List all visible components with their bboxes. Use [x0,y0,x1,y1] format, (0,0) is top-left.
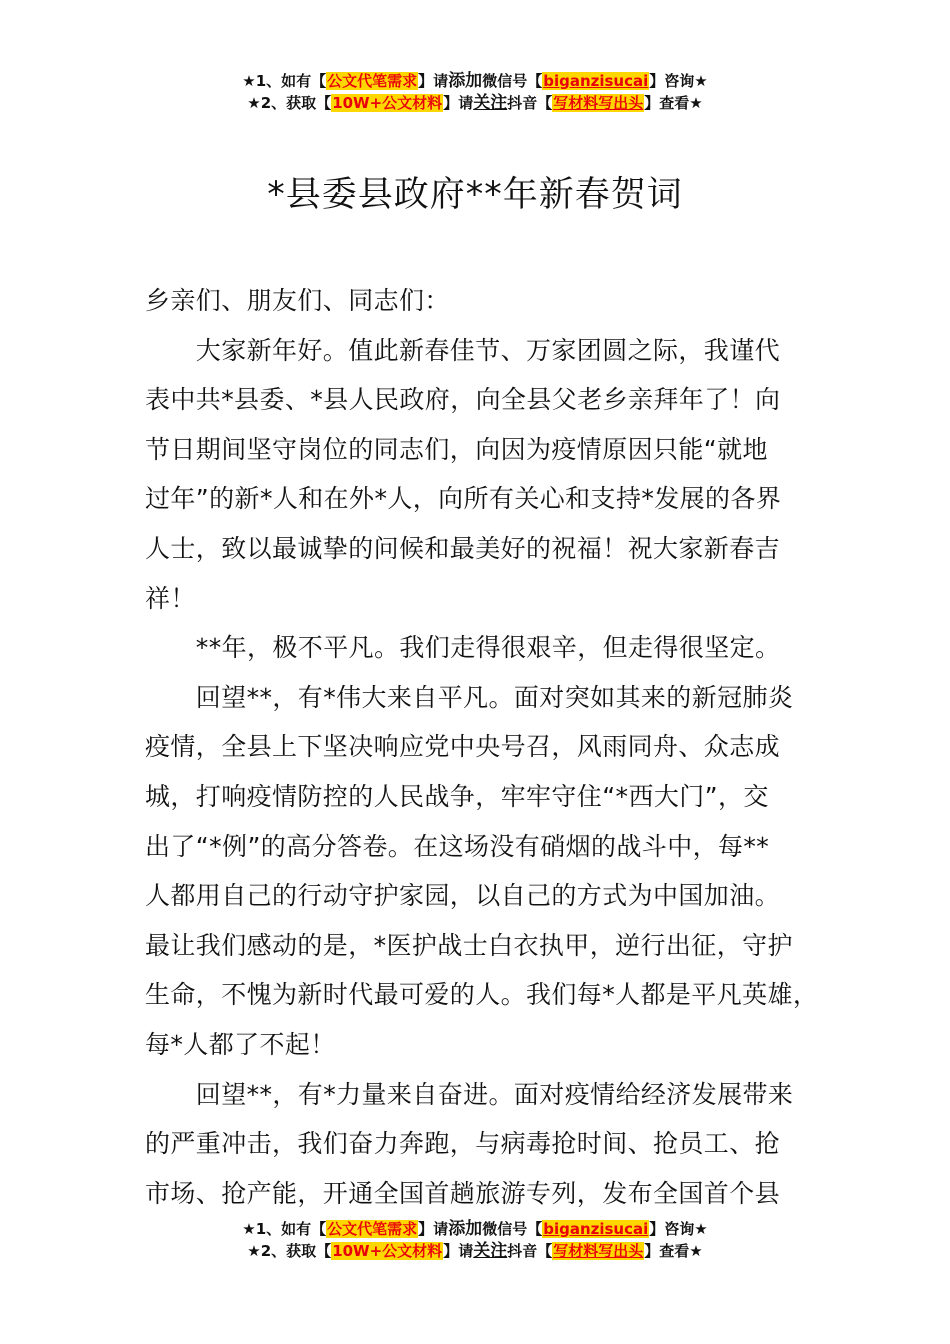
body-line: 表中共*县委、*县人民政府，向全县父老乡亲拜年了！向 [145,385,781,415]
header-ad-line-1: ★1、如有【公文代笔需求】请添加微信号【biganzisucai】咨询★ [242,71,708,91]
body-line: 节日期间坚守岗位的同志们，向因为疫情原因只能“就地 [145,434,768,464]
highlight-wechat-id: biganzisucai [543,72,649,90]
highlight-materials: 10W+公文材料 [332,94,443,112]
body-line: 每*人都了不起！ [145,1029,336,1059]
body-line: 乡亲们、朋友们、同志们： [145,286,450,315]
header-ad [0,70,950,114]
body-line: 生命，不愧为新时代最可爱的人。我们每*人都是平凡英雄， [145,980,819,1010]
footer-ad-line-1: ★1、如有【公文代笔需求】请添加微信号【biganzisucai】咨询★ [242,1219,708,1239]
body-line: 疫情，全县上下坚决响应党中央号召，风雨同舟、众志成 [145,732,781,762]
highlight-service: 公文代笔需求 [327,72,418,90]
body-line: 人都用自己的行动守护家园，以自己的方式为中国加油。 [145,881,781,911]
body-line: 城，打响疫情防控的人民战争，牢牢守住“*西大门”，交 [145,781,769,811]
body-line: 祥！ [145,583,196,613]
footer-ad [0,1218,950,1262]
document-body [145,276,825,1218]
highlight-materials: 10W+公文材料 [332,1242,443,1260]
body-line: 的严重冲击，我们奋力奔跑，与病毒抢时间、抢员工、抢 [145,1129,781,1159]
body-line: 最让我们感动的是，*医护战士白衣执甲，逆行出征，守护 [145,930,793,960]
body-line: 人士，致以最诚挚的问候和最美好的祝福！祝大家新春吉 [145,533,781,563]
body-line: 回望**，有*伟大来自平凡。面对突如其来的新冠肺炎 [145,682,794,712]
body-line: 市场、抢产能，开通全国首趟旅游专列，发布全国首个县 [145,1178,781,1208]
body-line: 大家新年好。值此新春佳节、万家团圆之际，我谨代 [145,335,781,365]
document-title: *县委县政府**年新春贺词 [267,175,683,215]
body-line: 过年”的新*人和在外*人，向所有关心和支持*发展的各界 [145,484,782,514]
footer-ad-line-2: ★2、获取【10W+公文材料】请关注抖音【写材料写出头】查看★ [247,1241,703,1261]
highlight-douyin-account: 写材料写出头 [553,94,644,112]
header-ad-line-2: ★2、获取【10W+公文材料】请关注抖音【写材料写出头】查看★ [247,93,703,113]
body-line: 回望**，有*力量来自奋进。面对疫情给经济发展带来 [145,1079,794,1109]
body-line: 出了“*例”的高分答卷。在这场没有硝烟的战斗中，每** [145,831,770,861]
highlight-douyin-account: 写材料写出头 [553,1242,644,1260]
highlight-wechat-id: biganzisucai [543,1220,649,1238]
body-line: **年，极不平凡。我们走得很艰辛，但走得很坚定。 [145,633,781,663]
highlight-service: 公文代笔需求 [327,1220,418,1238]
